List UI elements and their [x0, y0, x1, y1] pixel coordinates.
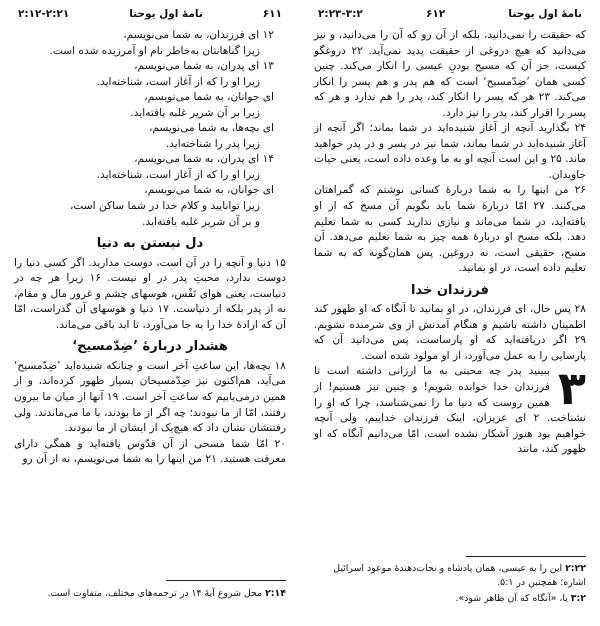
poetry-line: ای جوانان، به شما می‌نویسم، — [144, 91, 274, 104]
paragraph: ۲۴ بگذارید آنچه از آغاز شنیده‌اید در شما بماند؛ اگر آنچه از آغاز شنیده‌اید در شما بماند، شما نیز در پسر و در پدر خواهید ماند. ۲۵ و این است آنچه او به ما وعده داده است، یعنی حیات جاویدان. — [314, 122, 586, 181]
paragraph: ۱۸ بچه‌ها، این ساعتِ آخر است و چنانکه شنیده‌اید ’ضِدّمسیح‘ می‌آید، هم‌اکنون نیز ضِدّمسیحان بسیار ظهور کرده‌اند، و از همین درمی‌یابیم که ساعتِ آخر است. ۱۹ آنها از میان ما بیرون رفتند، امّا از ما نبودند؛ چه اگر از ما بودند، با ما می‌ماندند. ولی رفتنشان نشان داد که هیچ‌یک از ایشان از ما نبودند. — [14, 359, 286, 435]
footnote-divider — [166, 580, 286, 581]
footnote — [314, 562, 586, 589]
poetry-line: زیرا بر آن شریر غلبه یافته‌اید. — [130, 106, 260, 119]
paragraph: ۲۸ پس حال، ای فرزندان، در او بمانید تا آنگاه که او ظهور کند اطمینان داشته باشیم و هنگام آمدنش از وی شرمنده نشویم. ۲۹ اگر دریافته‌اید که او پارساست، پس می‌دانید آن که پارسایی را به عمل می‌آورد، از او مولود شده است. — [314, 303, 586, 362]
footnote-divider — [466, 556, 586, 557]
footnote-ref: ۲:۲۲ — [565, 563, 586, 574]
poetry-line: ای جوانان، به شما می‌نویسم، — [144, 184, 274, 197]
page-body — [314, 28, 586, 458]
footnote — [314, 592, 586, 606]
paragraph: ۱۵ دنیا و آنچه را در آن است، دوست مدارید. اگر کسی دنیا را دوست بدارد، محبتِ پدر در او نیست. ۱۶ زیرا هر چه در دنیاست، یعنی هوای نَفْس، هوسهای چشم و غرور مال و مقام، نه از پدر بلکه از دنیاست. ۱۷ دنیا و هوسهای آن گذراست، امّا آن که ارادهٔ خدا را به جا می‌آورد، تا ابد باقی می‌ماند. — [14, 256, 286, 331]
footnote-text: این را به عیسی، همان پادشاه و نجات‌دهندهٔ موعود اسرائیل اشاره؛ همچنین در ۵:۱. — [333, 563, 586, 588]
book-title: نامهٔ اول یوحنا — [129, 8, 203, 20]
poetry-line: زیرا او را که از آغاز است، شناخته‌اید. — [96, 75, 260, 88]
footnote-ref: ۳:۲ — [570, 593, 586, 604]
page-header — [18, 6, 282, 22]
section-heading: هشدار دربارهٔ ’ضِدّمسیح‘ — [72, 339, 228, 355]
footnote — [14, 587, 286, 601]
paragraph: ببینید پدر چه محبتی به ما ارزانی داشته است تا فرزندان خدا خوانده شویم! و چنین نیز هستیم! از همین روست که دنیا ما را نمی‌شناسد، چرا که او را نشناخت. ۲ ای عزیزان، اینک فرزندان خداییم، ولی آنچه خواهیم بود هنوز آشکار نشده است. امّا می‌دانیم آنگاه که او ظهور کند، مانند — [314, 365, 586, 456]
poetry-line: زیرا پدر را شناخته‌اید. — [165, 137, 260, 150]
paragraph: ۲۶ من اینها را به شما دربارهٔ کسانی نوشتم که گمراهتان می‌کنند. ۲۷ امّا دربارهٔ شما باید بگویم آن مسح که از او یافته‌اید، در شما می‌ماند و نیازی ندارید کسی به شما تعلیم دهد. بلکه مسح او دربارهٔ همه چیز به شما تعلیم می‌دهد. آن مسح، حقیقی است، نه دروغین. پس همان‌گونه که به شما تعلیم داده است، در او بمانید. — [314, 184, 586, 275]
poetry-line: زیرا او را که از آغاز است، شناخته‌اید. — [96, 168, 260, 181]
page-header — [318, 6, 582, 22]
page-number: ۶۱۲ — [425, 8, 446, 20]
paragraph: ۲۰ امّا شما مسحی از آن قدّوس یافته‌اید و همگی دارای معرفت هستید. ۲۱ من اینها را به شما می‌نویسم، نه از آن رو — [14, 437, 286, 466]
poetry-line: زیرا توانایید و کلام خدا در شما ساکن است، — [69, 200, 260, 213]
poetry-line: ۱۳ ای پدران، به شما می‌نویسم، — [134, 60, 274, 73]
chapter-verse-range: ۲:۱۲-۲:۲۱ — [18, 8, 70, 20]
poetry-line: و بر آن شریر غلبه یافته‌اید. — [142, 215, 260, 228]
chapter-verse-range: ۲:۲۳-۳:۲ — [318, 8, 363, 20]
page-612 — [300, 0, 600, 626]
page-number: ۶۱۱ — [262, 8, 282, 20]
poetry-line: ۱۲ ای فرزندان، به شما می‌نویسم، — [123, 29, 274, 41]
section-heading: دل نبستن به دنیا — [96, 236, 204, 252]
chapter-number: ۳ — [557, 361, 586, 416]
footnote-text: یا، «آنگاه که آن ظاهر شود». — [455, 593, 568, 604]
poetry-line: ای بچه‌ها، به شما می‌نویسم، — [148, 122, 274, 135]
poetry-line: زیرا گناهانتان به‌خاطر نام او آمرزیده شده است. — [49, 44, 260, 57]
chapter-start — [314, 361, 586, 457]
page-body — [14, 28, 286, 468]
footnote-text: محل شروع آیهٔ ۱۴ در ترجمه‌های مختلف، متفاوت است. — [47, 588, 263, 599]
section-heading: فرزندان خدا — [411, 282, 489, 298]
poetry-line: ۱۴ ای پدران، به شما می‌نویسم، — [134, 153, 274, 166]
footnote-ref: ۲:۱۴ — [265, 588, 286, 599]
paragraph: که حقیقت را نمی‌دانید، بلکه از آن رو که آن را می‌دانید، و نیز می‌دانید که هیچ دروغی از حقیقت پدید نمی‌آید. ۲۲ دروغگو کیست، جز آن که مسیح بودنِ عیسی را انکار می‌کند. چنین کسی همان ’ضِدّمسیح‘ است که هم پدر و هم پسر را انکار می‌کند. ۲۳ هر که پسر را انکار کند، پدر را هم ندارد و هر که پسر را اقرار کند، پدر را نیز دارد. — [314, 29, 586, 119]
book-title: نامهٔ اول یوحنا — [508, 8, 582, 20]
